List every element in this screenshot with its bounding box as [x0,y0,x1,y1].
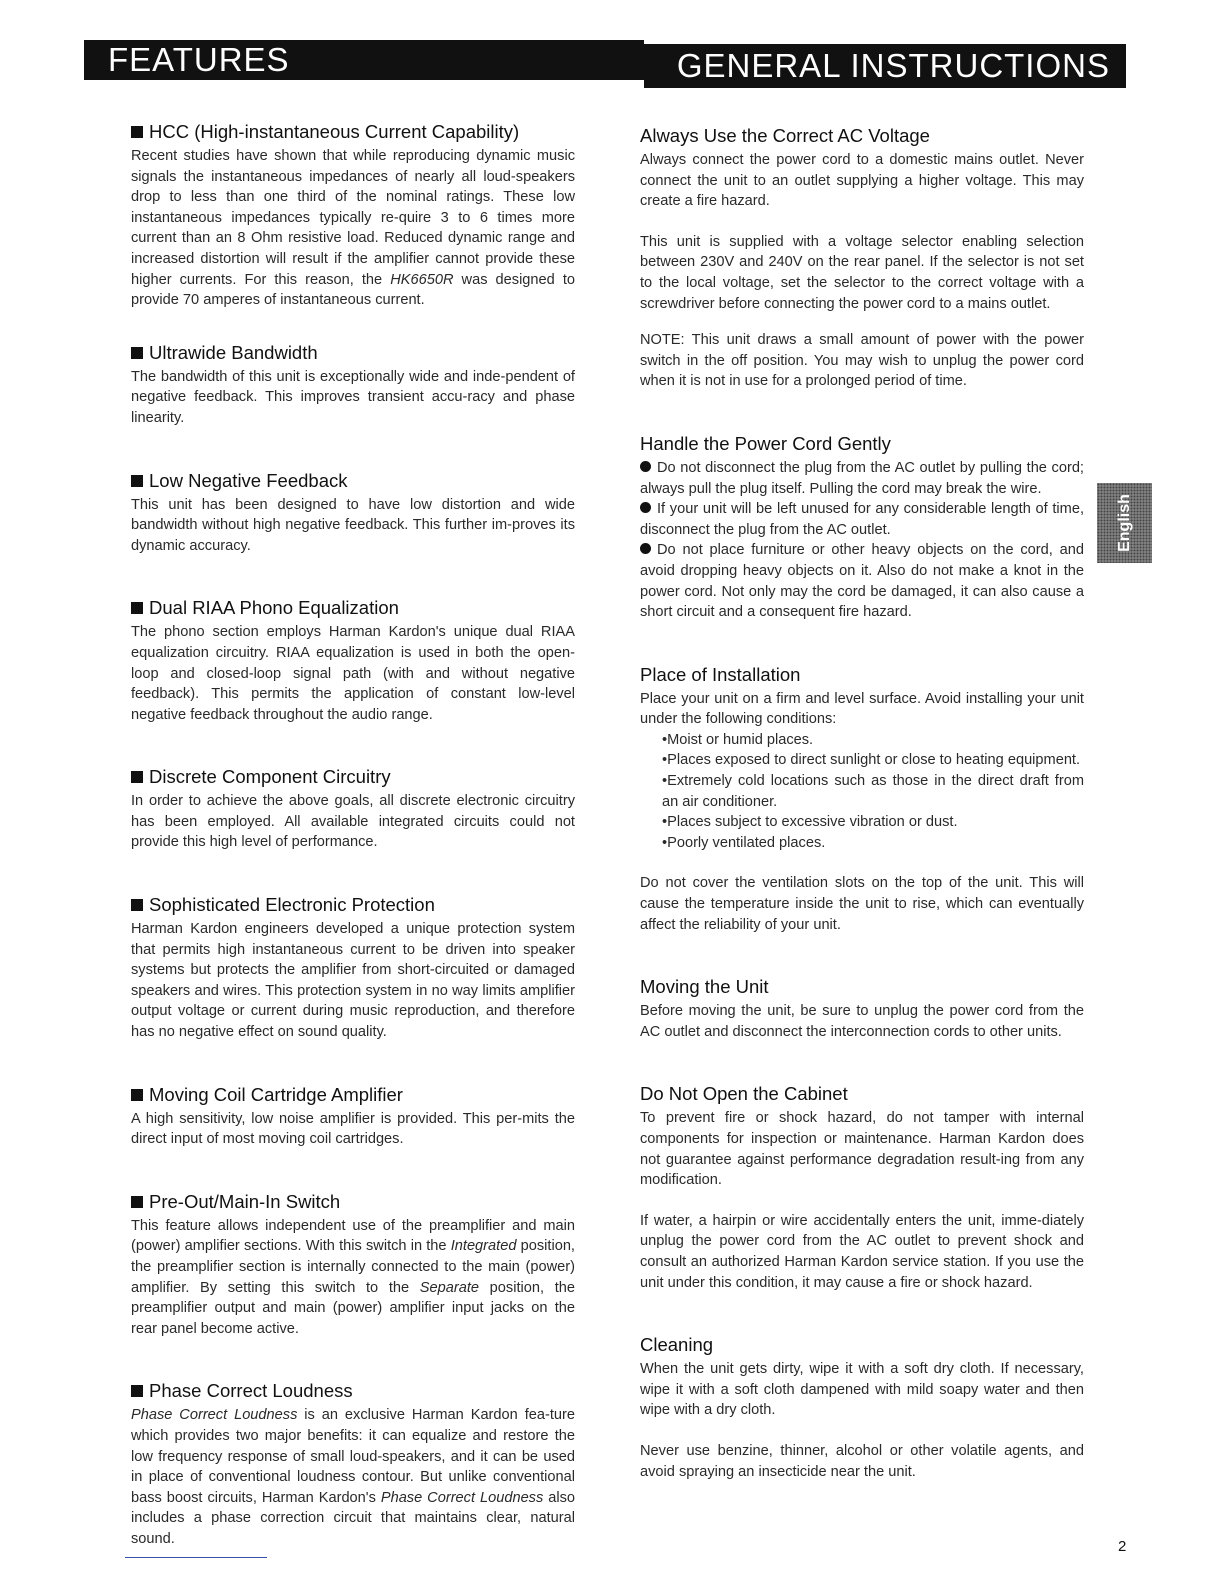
list-item: • Extremely cold locations such as those in the direct draft from an air conditioner. [662,771,1084,812]
instruction-text: When the unit gets dirty, wipe it with a soft dry cloth. If necessary, wipe it with a soft cloth dampened with mild soapy water and then wipe with a dry cloth. [640,1361,1084,1419]
square-bullet-icon [131,1196,143,1208]
instruction-title: Place of Installation [640,663,801,685]
list-item: • Places exposed to direct sunlight or close to heating equipment. [662,750,1084,771]
instruction-voltage [640,124,1084,392]
feature-text: Recent studies have shown that while reproducing dynamic music signals the instantaneous impedances of nearly all loud-speakers drop to less than one third of the nominal ratings. These low instantaneous impedances typically re-quire 3 to 6 times more current than an 8 Ohm resistive load. Reduced dynamic range and increased distortion will result if the amplifier cannot provide these higher currents. For this reason, the HK6650R was designed to provide 70 amperes of instantaneous current. [131,148,575,309]
cord-list [640,458,1084,623]
square-bullet-icon [131,126,143,138]
feature-title: Discrete Component Circuitry [131,765,575,789]
feature-riaa [131,596,575,725]
general-instructions-header: GENERAL INSTRUCTIONS [644,44,1126,88]
list-item: • Moist or humid places. [662,730,1084,751]
instruction-text: If water, a hairpin or wire accidentally enters the unit, imme-diately unplug the power cord from the AC outlet to prevent shock and consult an authorized Harman Kardon service station. If you use the unit under this condition, it may cause a fire or shock hazard. [640,1212,1084,1291]
round-bullet-icon [640,461,651,472]
feature-protection [131,893,575,1043]
list-item: • Places subject to excessive vibration or dust. [662,812,1084,833]
feature-text: Harman Kardon engineers developed a unique protection system that permits high instantaneous current to be driven into speaker systems but protects the amplifier from short-circuited or damaged speakers and wires. This protection system in no way limits amplifier output voltage or current during music reproduction, and therefore has no negative effect on sound quality. [131,921,575,1041]
feature-title: Dual RIAA Phono Equalization [131,596,575,620]
feature-ultrawide [131,341,575,429]
instruction-title: Do Not Open the Cabinet [640,1083,848,1105]
instruction-text: Never use benzine, thinner, alcohol or other volatile agents, and avoid spraying an insecticide near the unit. [640,1442,1084,1480]
feature-title: Sophisticated Electronic Protection [131,893,575,917]
feature-mc [131,1083,575,1150]
instruction-moving [640,975,1084,1042]
instruction-title: Always Use the Correct AC Voltage [640,125,930,146]
square-bullet-icon [131,602,143,614]
square-bullet-icon [131,899,143,911]
language-tab-label: English [1115,494,1133,552]
round-bullet-icon [640,543,651,554]
instruction-cleaning [640,1333,1084,1482]
language-tab [1097,483,1152,563]
square-bullet-icon [131,1385,143,1397]
instruction-text: Place your unit on a firm and level surface. Avoid installing your unit under the following conditions: [640,690,1084,728]
feature-discrete [131,765,575,853]
feature-text: This unit has been designed to have low distortion and wide bandwidth without high negative feedback. This further im-proves its dynamic accuracy. [131,496,575,554]
instruction-title: Handle the Power Cord Gently [640,432,891,454]
square-bullet-icon [131,475,143,487]
feature-text: This feature allows independent use of the preamplifier and main (power) amplifier sections. With this switch in the Integrated position, the preamplifier section is internally connected to the main (power) amplifier. By setting this switch to the Separate position, the preamplifier output and main (power) amplifier input jacks on the rear panel become active. [131,1217,575,1337]
feature-title: Ultrawide Bandwidth [131,341,575,365]
instructions-column [640,124,1084,1482]
feature-text: Phase Correct Loudness is an exclusive Harman Kardon fea-ture which provides two major benefits: it can equalize and restore the low frequency response of small loud-speakers, and it can be used in place of conventional loudness contour. But unlike conventional bass boost circuits, Harman Kardon's Phase Correct Loudness also includes a phase correction circuit that maintains clear, natural sound. [131,1407,576,1547]
feature-hcc [131,120,575,311]
list-item: If your unit will be left unused for any considerable length of time, disconnect the plug from the AC outlet. [640,501,1084,538]
round-bullet-icon [640,502,651,513]
feature-text: The bandwidth of this unit is exceptionally wide and inde-pendent of negative feedback. This improves transient accu-racy and phase linearity. [131,368,575,426]
list-item: Do not place furniture or other heavy objects on the cord, and avoid dropping heavy objects on it. Also do not make a knot in the power cord. Not only may the cord be damaged, it can also cause a short circuit and a consequent fire hazard. [640,542,1084,621]
square-bullet-icon [131,347,143,359]
square-bullet-icon [131,771,143,783]
instruction-text: To prevent fire or shock hazard, do not tamper with internal components for inspection or maintenance. Harman Kardon does not guarantee against performance degradation result-ing from any modification. [640,1110,1084,1189]
page-number: 2 [1118,1538,1127,1555]
instruction-text: This unit is supplied with a voltage selector enabling selection between 230V and 240V on the rear panel. If the selector is not set to the local voltage, set the selector to the correct voltage with a screwdriver before connecting the power cord to a mains outlet. [640,233,1084,312]
feature-preout [131,1190,575,1340]
instruction-text: Do not cover the ventilation slots on the top of the unit. This will cause the temperature inside the unit to rise, which can eventually affect the reliability of your unit. [640,875,1084,933]
instruction-cord [640,432,1084,623]
list-item: • Poorly ventilated places. [662,833,1084,854]
instruction-title: Cleaning [640,1334,714,1356]
list-item: Do not disconnect the plug from the AC outlet by pulling the cord; always pull the plug itself. Pulling the cord may break the wire. [640,459,1084,497]
feature-title: HCC (High-instantaneous Current Capability) [131,120,575,144]
features-column [131,120,575,1590]
feature-loudness [131,1379,575,1549]
feature-title: Pre-Out/Main-In Switch [131,1190,575,1214]
feature-text: In order to achieve the above goals, all discrete electronic circuitry has been employed. All available integrated circuits could not provide this high level of performance. [131,793,575,851]
conditions-list [640,730,1084,854]
feature-text: A high sensitivity, low noise amplifier is provided. This per-mits the direct input of most moving coil cartridges. [131,1110,575,1148]
feature-title: Moving Coil Cartridge Amplifier [131,1083,575,1107]
instruction-place [640,663,1084,936]
feature-text: The phono section employs Harman Kardon's unique dual RIAA equalization circuitry. RIAA equalization is used in both the open-loop and closed-loop signal path (with and without negative feedback). This permits the application of constant low-level negative feedback throughout the audio range. [131,624,575,723]
instruction-text: Always connect the power cord to a domestic mains outlet. Never connect the unit to an outlet supplying a higher voltage. This may create a fire hazard. [640,152,1084,210]
features-header: FEATURES [84,40,644,80]
instruction-note: NOTE: This unit draws a small amount of power with the power switch in the off position. You may wish to unplug the power cord when it is not in use for a prolonged period of time. [640,332,1084,390]
instruction-cabinet [640,1082,1084,1293]
instruction-text: Before moving the unit, be sure to unplug the power cord from the AC outlet and disconnect the interconnection cords to other units. [640,1003,1084,1040]
square-bullet-icon [131,1089,143,1101]
instruction-title: Moving the Unit [640,976,769,998]
feature-title: Low Negative Feedback [131,469,575,493]
feature-low-nfb [131,469,575,557]
feature-title: Phase Correct Loudness [131,1379,575,1403]
footnote-rule [125,1557,267,1558]
